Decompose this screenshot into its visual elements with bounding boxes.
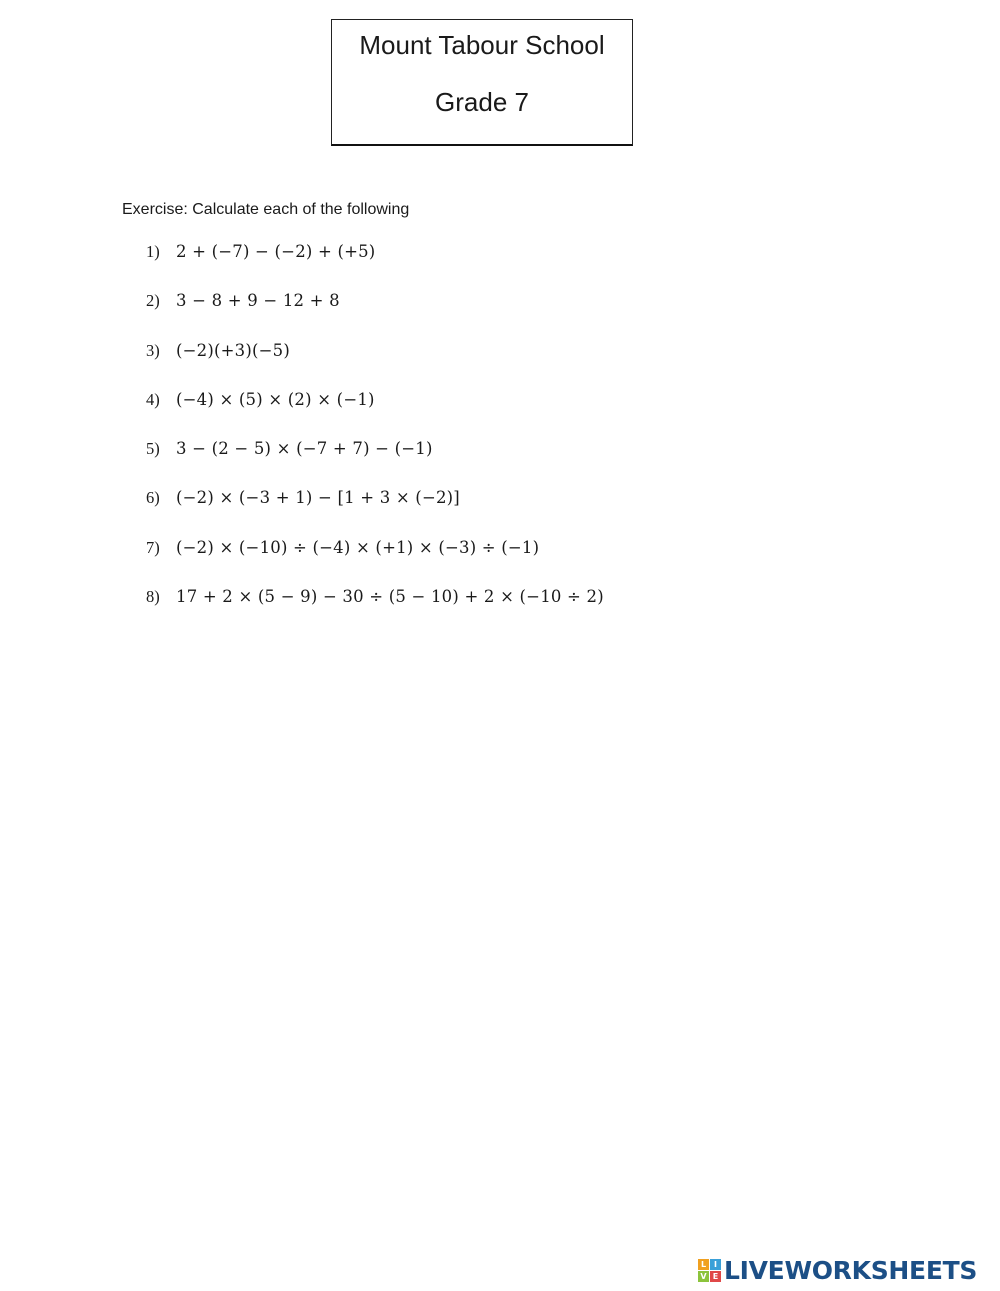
problem-item: [146, 486, 604, 535]
logo-tile: E: [710, 1271, 721, 1282]
problem-expression: (−4) × (5) × (2) × (−1): [176, 389, 375, 409]
problem-expression: (−2)(+3)(−5): [176, 340, 290, 360]
liveworksheets-logo-icon: [698, 1259, 721, 1282]
problem-expression: 17 + 2 × (5 − 9) − 30 ÷ (5 − 10) + 2 × (−10 ÷ 2): [176, 587, 604, 607]
problem-item: [146, 240, 604, 289]
problem-item: [146, 437, 604, 486]
problem-item: [146, 585, 604, 634]
problem-number: 2): [146, 291, 160, 311]
problem-item: [146, 339, 604, 388]
school-header-box: [331, 19, 633, 146]
problem-expression: (−2) × (−3 + 1) − [1 + 3 × (−2)]: [176, 488, 460, 508]
problem-expression: 2 + (−7) − (−2) + (+5): [176, 242, 376, 261]
problem-number: 5): [146, 439, 160, 459]
problem-list: [146, 240, 604, 634]
problem-number: 7): [146, 537, 160, 557]
problem-item: [146, 388, 604, 437]
problem-expression: (−2) × (−10) ÷ (−4) × (+1) × (−3) ÷ (−1): [176, 537, 540, 557]
problem-expression: 3 − 8 + 9 − 12 + 8: [176, 291, 340, 311]
school-name: Mount Tabour School: [359, 30, 605, 60]
logo-tile: V: [698, 1271, 709, 1282]
problem-number: 3): [146, 340, 160, 360]
liveworksheets-brand[interactable]: [698, 1256, 977, 1284]
problem-number: 8): [146, 587, 160, 607]
logo-tile: L: [698, 1259, 709, 1270]
problem-expression: 3 − (2 − 5) × (−7 + 7) − (−1): [176, 439, 433, 459]
logo-tile: I: [710, 1259, 721, 1270]
exercise-instruction: Exercise: Calculate each of the following: [122, 201, 410, 218]
problem-item: [146, 536, 604, 585]
grade-level: Grade 7: [435, 87, 529, 117]
problem-number: 4): [146, 389, 160, 409]
problem-number: 6): [146, 488, 160, 508]
brand-name: LIVEWORKSHEETS: [724, 1255, 978, 1285]
problem-item: [146, 289, 604, 338]
problem-number: 1): [146, 242, 160, 261]
